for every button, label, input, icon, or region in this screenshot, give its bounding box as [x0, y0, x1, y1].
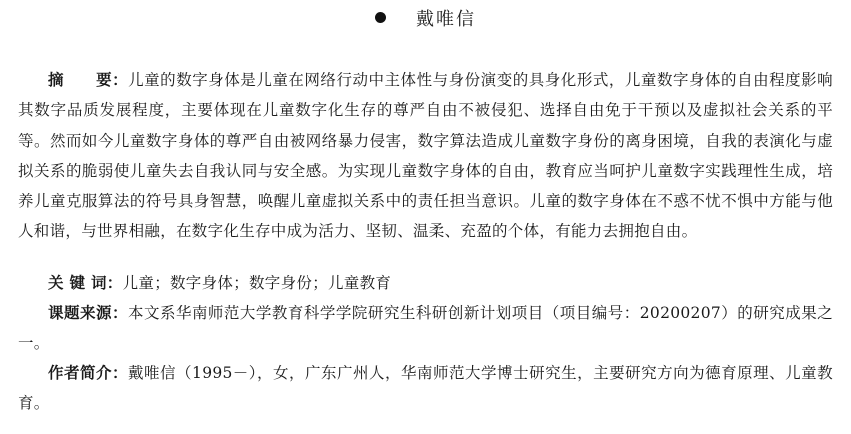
abstract-paragraph [18, 65, 833, 247]
funding-source-text: 本文系华南师范大学教育科学学院研究生科研创新计划项目（项目编号：20200207）的研究成果之一。 [18, 304, 833, 353]
keywords-paragraph [18, 268, 833, 298]
author-bio-label: 作者简介： [48, 364, 129, 382]
author-line [0, 6, 851, 34]
abstract-label: 摘 要： [48, 71, 129, 89]
bullet-icon [375, 12, 386, 23]
author-bio-text: 戴唯信（1995－），女，广东广州人，华南师范大学博士研究生，主要研究方向为德育原理、儿童教育。 [18, 364, 833, 413]
author-name: 戴唯信 [416, 9, 476, 30]
abstract-text: 儿童的数字身体是儿童在网络行动中主体性与身份演变的具身化形式，儿童数字身体的自由程度影响其数字品质发展程度，主要体现在儿童数字化生存的尊严自由不被侵犯、选择自由免于干预以及虚拟社会关系的平等。然而如今儿童数字身体的尊严自由被网络暴力侵害，数字算法造成儿童数字身份的离身困境，自我的表演化与虚拟关系的脆弱使儿童失去自我认同与安全感。为实现儿童数字身体的自由，教育应当呵护儿童数字实践理性生成，培养儿童克服算法的符号具身智慧，唤醒儿童虚拟关系中的责任担当意识。儿童的数字身体在不惑不忧不惧中方能与他人和谐，与世界相融，在数字化生存中成为活力、坚韧、温柔、充盈的个体，有能力去拥抱自由。 [18, 71, 833, 241]
author-bio-paragraph [18, 358, 833, 419]
funding-source-paragraph [18, 298, 833, 359]
keywords-text: 儿童；数字身体；数字身份；儿童教育 [122, 274, 392, 292]
keywords-label: 关 键 词： [48, 274, 123, 292]
funding-source-label: 课题来源： [48, 304, 128, 322]
